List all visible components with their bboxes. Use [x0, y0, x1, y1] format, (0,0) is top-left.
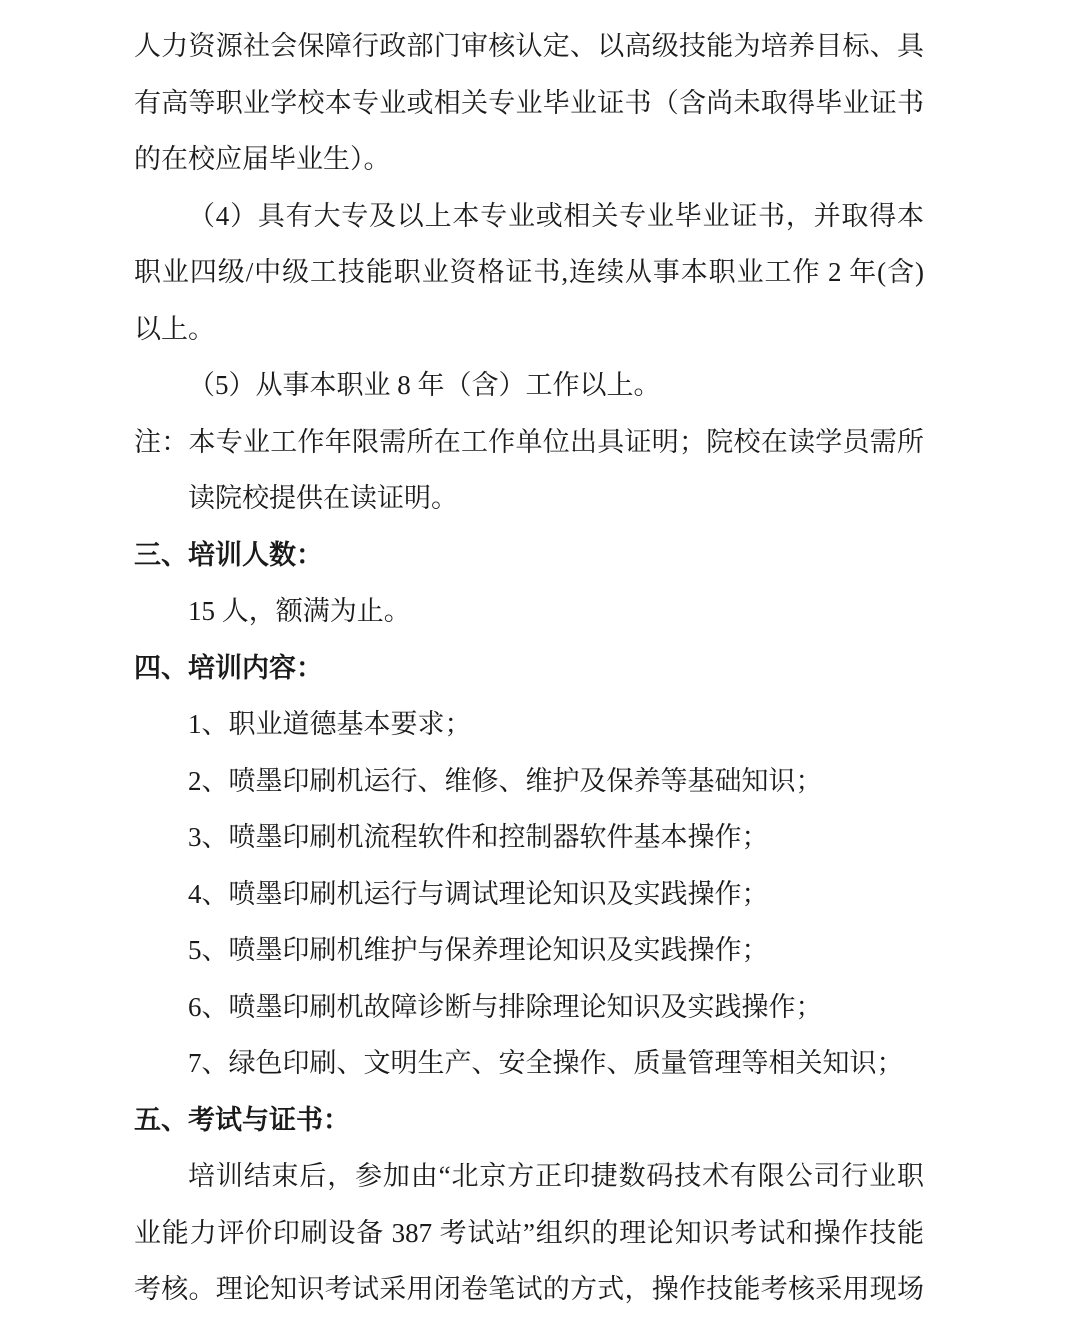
section-heading-exam-certificate: 五、考试与证书：: [134, 1104, 350, 1135]
training-content-item-6: 6、喷墨印刷机故障诊断与排除理论知识及实践操作；: [188, 991, 823, 1022]
note-line: 注：本专业工作年限需所在工作单位出具证明；院校在读学员需所: [134, 426, 924, 457]
section-heading-trainee-count: 三、培训人数：: [134, 539, 323, 570]
requirement-4-line: 职业四级/中级工技能职业资格证书,连续从事本职业工作 2 年(含): [134, 257, 924, 287]
training-content-item-1: 1、职业道德基本要求；: [188, 709, 472, 739]
exam-paragraph-line: 培训结束后，参加由“北京方正印捷数码技术有限公司行业职: [188, 1161, 924, 1191]
intro-paragraph-line: 的在校应届毕业生）。: [134, 144, 391, 174]
training-content-item-2: 2、喷墨印刷机运行、维修、维护及保养等基础知识；: [188, 765, 823, 796]
note-line: 读院校提供在读证明。: [188, 483, 458, 513]
intro-paragraph-line: 有高等职业学校本专业或相关专业毕业证书（含尚未取得毕业证书: [134, 87, 924, 118]
exam-paragraph-line: 业能力评价印刷设备 387 考试站”组织的理论知识考试和操作技能: [134, 1217, 924, 1248]
intro-paragraph-line: 人力资源社会保障行政部门审核认定、以高级技能为培养目标、具: [134, 31, 924, 61]
trainee-count-line: 15 人，额满为止。: [188, 596, 411, 626]
requirement-4-line: 以上。: [134, 313, 215, 344]
requirement-5-line: （5）从事本职业 8 年（含）工作以上。: [188, 370, 661, 400]
training-content-item-7: 7、绿色印刷、文明生产、安全操作、质量管理等相关知识；: [188, 1048, 904, 1078]
section-heading-training-content: 四、培训内容：: [134, 652, 323, 683]
training-content-item-3: 3、喷墨印刷机流程软件和控制器软件基本操作；: [188, 822, 769, 852]
training-content-item-5: 5、喷墨印刷机维护与保养理论知识及实践操作；: [188, 935, 769, 965]
exam-paragraph-line: 考核。理论知识考试采用闭卷笔试的方式，操作技能考核采用现场: [134, 1274, 924, 1304]
training-content-item-4: 4、喷墨印刷机运行与调试理论知识及实践操作；: [188, 878, 769, 909]
requirement-4-line: （4）具有大专及以上本专业或相关专业毕业证书，并取得本: [188, 200, 924, 231]
